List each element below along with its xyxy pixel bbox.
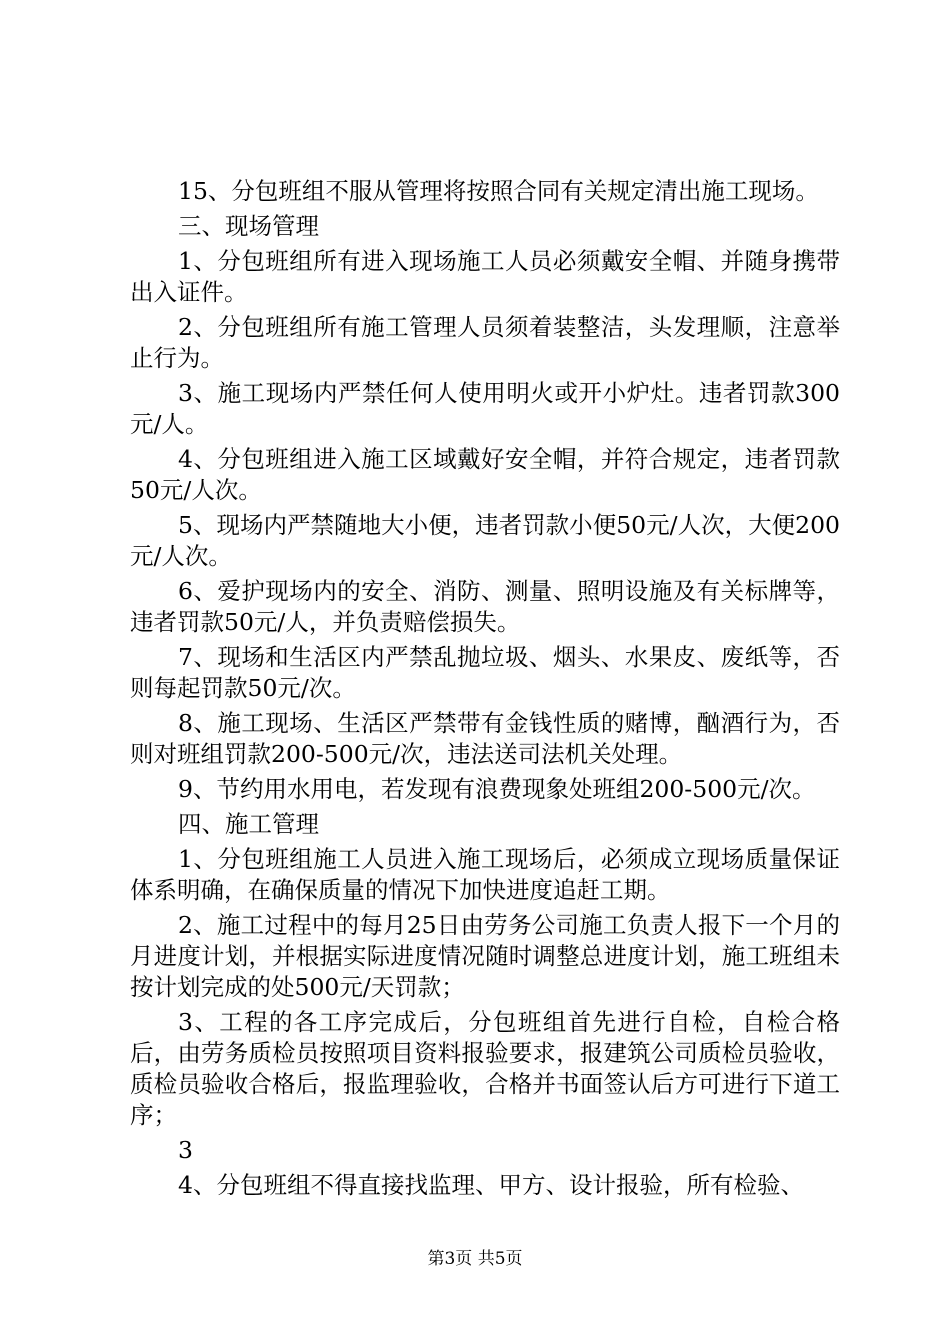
document-body — [130, 176, 840, 1205]
paragraph-site-7: 7、现场和生活区内严禁乱抛垃圾、烟头、水果皮、废纸等，否则每起罚款50元/次。 — [130, 643, 840, 702]
paragraph-site-8: 8、施工现场、生活区严禁带有金钱性质的赌博，酗酒行为，否则对班组罚款200-500元/次，违法送司法机关处理。 — [130, 709, 840, 768]
stray-page-number: 3 — [178, 1136, 193, 1164]
section-heading-site-management: 三、现场管理 — [178, 212, 319, 240]
paragraph-site-3: 3、施工现场内严禁任何人使用明火或开小炉灶。违者罚款300元/人。 — [130, 379, 840, 438]
paragraph-site-2: 2、分包班组所有施工管理人员须着装整洁，头发理顺，注意举止行为。 — [130, 313, 840, 372]
paragraph-site-1: 1、分包班组所有进入现场施工人员必须戴安全帽、并随身携带出入证件。 — [130, 247, 840, 306]
paragraph-construction-3: 3、工程的各工序完成后，分包班组首先进行自检，自检合格后，由劳务质检员按照项目资料报验要求，报建筑公司质检员验收，质检员验收合格后，报监理验收，合格并书面签认后方可进行下道工序； — [130, 1008, 840, 1129]
paragraph-site-6: 6、爱护现场内的安全、消防、测量、照明设施及有关标牌等，违者罚款50元/人，并负责赔偿损失。 — [130, 577, 840, 636]
paragraph-item-15: 15、分包班组不服从管理将按照合同有关规定清出施工现场。 — [178, 177, 819, 205]
paragraph-construction-4: 4、分包班组不得直接找监理、甲方、设计报验，所有检验、 — [178, 1171, 804, 1199]
page-number-label: 第3页 共5页 — [427, 1249, 523, 1269]
paragraph-construction-1: 1、分包班组施工人员进入施工现场后，必须成立现场质量保证体系明确，在确保质量的情况下加快进度追赶工期。 — [130, 845, 840, 904]
paragraph-site-4: 4、分包班组进入施工区域戴好安全帽，并符合规定，违者罚款50元/人次。 — [130, 445, 840, 504]
section-heading-construction-management: 四、施工管理 — [178, 810, 319, 838]
paragraph-construction-2: 2、施工过程中的每月25日由劳务公司施工负责人报下一个月的月进度计划，并根据实际进度情况随时调整总进度计划，施工班组未按计划完成的处500元/天罚款； — [130, 911, 840, 1001]
paragraph-site-9: 9、节约用水用电，若发现有浪费现象处班组200-500元/次。 — [178, 775, 816, 803]
paragraph-site-5: 5、现场内严禁随地大小便，违者罚款小便50元/人次，大便200元/人次。 — [130, 511, 840, 570]
page-footer — [0, 1244, 950, 1269]
